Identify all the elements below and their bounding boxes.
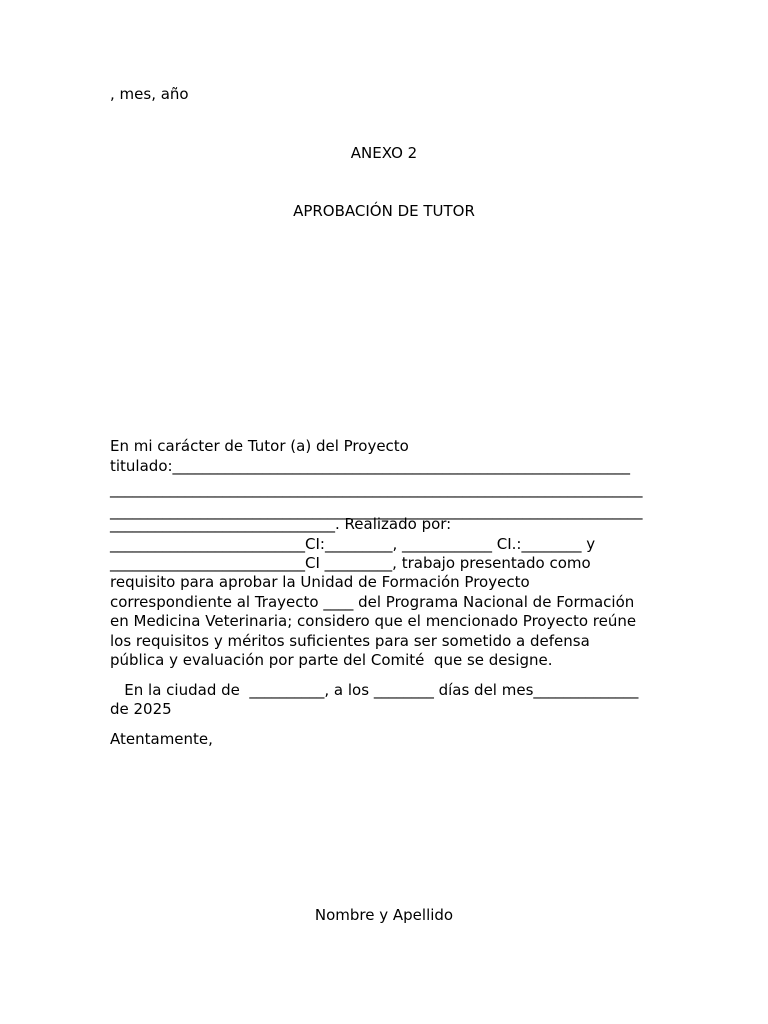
- closing-line: Atentamente,: [110, 730, 213, 748]
- annex-heading: ANEXO 2: [350, 144, 418, 162]
- date-line: , mes, año: [110, 85, 189, 103]
- body-line: los requisitos y méritos suficientes para ser sometido a defensa: [110, 632, 590, 650]
- document-title: APROBACIÓN DE TUTOR: [293, 202, 475, 220]
- body-line: ______________________________. Realizado por:: [110, 515, 452, 533]
- body-line: en Medicina Veterinaria; considero que el mencionado Proyecto reúne: [110, 612, 637, 630]
- body-line: correspondiente al Trayecto ____ del Programa Nacional de Formación: [110, 593, 635, 611]
- city-line: En la ciudad de __________, a los ________ días del mes______________: [110, 681, 639, 699]
- signature-name-label: Nombre y Apellido: [314, 906, 454, 924]
- body-line: titulado:_____________________________________________________________: [110, 457, 631, 475]
- body-line: pública y evaluación por parte del Comité que se designe.: [110, 651, 553, 669]
- body-line: En mi carácter de Tutor (a) del Proyecto: [110, 437, 409, 455]
- body-line: _______________________________________________________________________: [110, 480, 643, 498]
- body-line: __________________________CI:_________, ____________ CI.:________ y: [110, 535, 596, 553]
- year-line: de 2025: [110, 700, 172, 718]
- body-line: requisito para aprobar la Unidad de Formación Proyecto: [110, 573, 530, 591]
- body-line: __________________________CI _________, trabajo presentado como: [110, 554, 591, 572]
- body-line: _______________________________________________________________________: [110, 502, 643, 520]
